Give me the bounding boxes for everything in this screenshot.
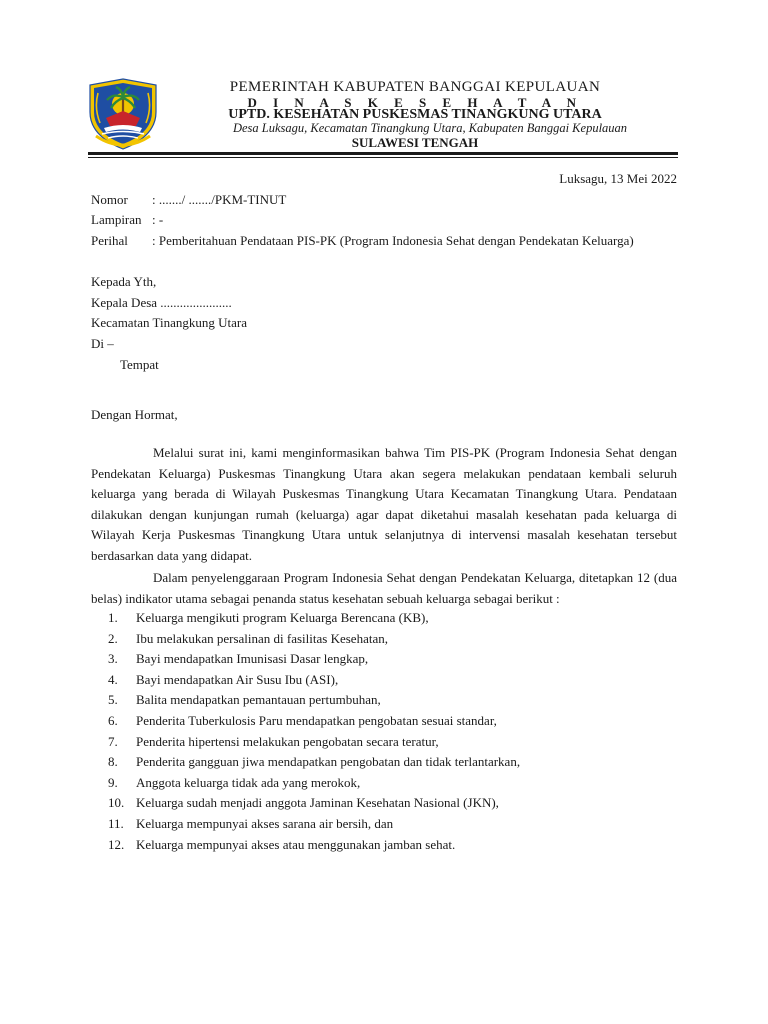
list-item [108,608,520,629]
list-item-text: Balita mendapatkan pemantauan pertumbuhan, [136,692,381,708]
kop-rule-thin [88,157,678,158]
list-item-text: Penderita gangguan jiwa mendapatkan pengobatan dan tidak terlantarkan, [136,754,521,770]
kop-unit-name: UPTD. KESEHATAN PUSKESMAS TINANGKUNG UTARA [228,107,602,122]
recipient-title: Kepala Desa ...................... [91,295,232,310]
list-item-text: Keluarga mengikuti program Keluarga Berencana (KB), [136,610,429,625]
list-item-number: 12. [108,836,125,852]
list-item [108,773,520,794]
recipient-place: Tempat [120,357,159,372]
list-item-number: 9. [108,774,118,790]
list-item-number: 7. [108,733,118,749]
salutation: Dengan Hormat, [91,407,178,422]
list-item [108,629,520,650]
body-paragraph-1: Melalui surat ini, kami menginformasikan bahwa Tim PIS-PK (Program Indonesia Sehat dengan Pendekatan Keluarga) Puskesmas Tinangkung Utara akan segera melakukan pendataan kembali seluruh keluarga yang berada di Wilayah Puskesmas Tinangkung Utara Kecamatan Tinangkung Utara. Pendataan dilakukan dengan kunjungan rumah (keluarga) agar dapat diketahui masalah kesehatan pada keluarga di Wilayah Kerja Puskesmas Tinangkung Utara untuk selanjutnya di intervensi masalah kesehatan tersebut berdasarkan data yang didapat. [91,445,677,563]
list-item [108,835,520,856]
list-item-number: 5. [108,692,118,708]
kop-address: Desa Luksagu, Kecamatan Tinangkung Utara, Kabupaten Banggai Kepulauan [232,121,628,135]
kop-rule-thick [88,152,678,155]
list-item-number: 6. [108,712,118,728]
kop-government-name: PEMERINTAH KABUPATEN BANGGAI KEPULAUAN [229,79,601,95]
list-item-number: 11. [108,815,124,831]
list-item [108,711,520,732]
nomor-label: Nomor [91,192,128,207]
list-item [108,793,520,814]
letter-date: Luksagu, 13 Mei 2022 [559,171,677,186]
list-item [108,690,520,711]
list-item-text: Penderita Tuberkulosis Paru mendapatkan pengobatan sesuai standar, [136,712,497,728]
list-item-text: Keluarga mempunyai akses sarana air bersih, dan [136,815,394,831]
list-item-text: Bayi mendapatkan Imunisasi Dasar lengkap, [136,651,369,667]
regency-emblem-icon [88,78,158,150]
list-item-number: 4. [108,671,118,687]
indicator-list [108,608,520,855]
recipient-district: Kecamatan Tinangkung Utara [91,315,247,330]
perihal-value: : Pemberitahuan Pendataan PIS-PK (Program Indonesia Sehat dengan Pendekatan Keluarga) [152,233,634,248]
list-item [108,649,520,670]
list-item-text: Bayi mendapatkan Air Susu Ibu (ASI), [136,671,339,687]
list-item-number: 8. [108,754,118,770]
body-paragraph-2: Dalam penyelenggaraan Program Indonesia Sehat dengan Pendekatan Keluarga, ditetapkan 12 (dua belas) indikator utama sebagai penanda status kesehatan sebuah keluarga sebagai berikut : [91,570,677,606]
perihal-label: Perihal [91,233,128,248]
list-item-number: 1. [108,610,118,625]
lampiran-label: Lampiran [91,212,142,227]
list-item-number: 2. [108,630,118,646]
lampiran-value: : - [152,212,164,227]
list-item-text: Keluarga sudah menjadi anggota Jaminan Kesehatan Nasional (JKN), [136,795,499,811]
list-item-number: 3. [108,651,118,667]
list-item-text: Keluarga mempunyai akses atau menggunakan jamban sehat. [136,836,456,852]
list-item [108,752,520,773]
list-item-text: Ibu melakukan persalinan di fasilitas Kesehatan, [136,630,388,646]
kop-department-name: D I N A S K E S E H A T A N [247,95,583,110]
list-item [108,814,520,835]
kop-province: SULAWESI TENGAH [351,135,479,150]
nomor-value: : ......./ ......./PKM-TINUT [152,192,287,207]
list-item-text: Penderita hipertensi melakukan pengobatan secara teratur, [136,733,439,749]
recipient-di: Di – [91,336,114,351]
list-item-number: 10. [108,795,125,811]
recipient-greeting: Kepada Yth, [91,274,157,289]
list-item [108,732,520,753]
list-item-text: Anggota keluarga tidak ada yang merokok, [136,774,361,790]
list-item [108,670,520,691]
